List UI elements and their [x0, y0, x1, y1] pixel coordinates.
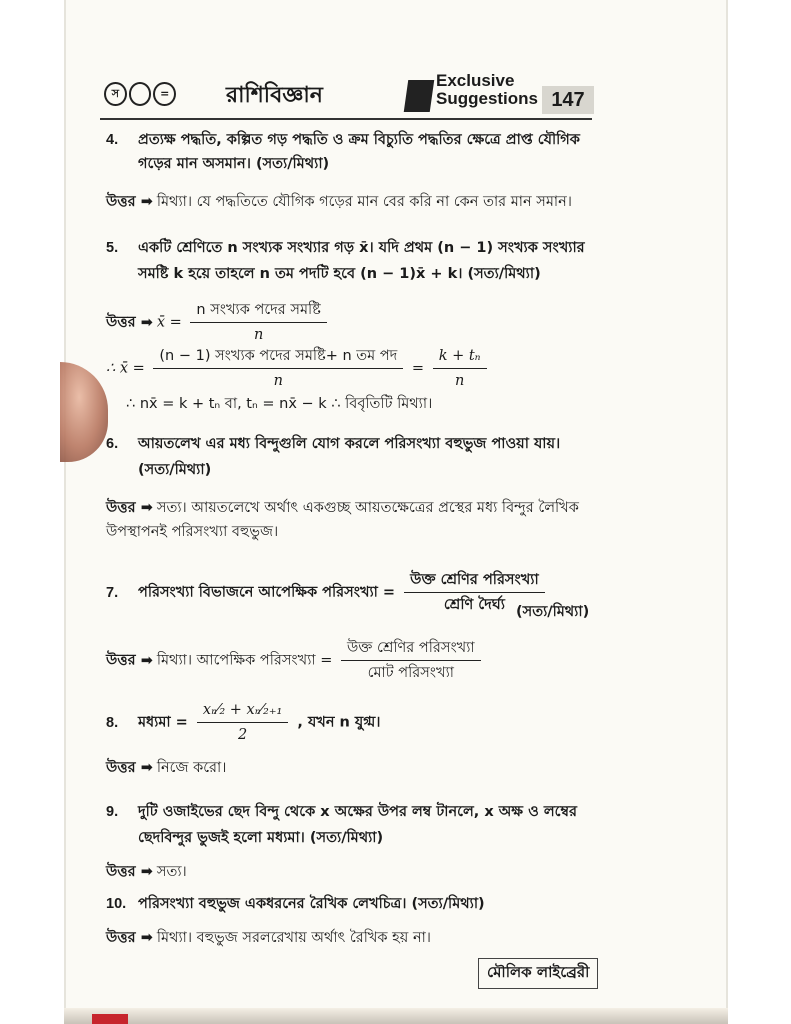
q5-eq2-fraction — [153, 346, 403, 391]
q10-answer-text: মিথ্যা। বহুভুজ সরলরেখায় অর্থাৎ রৈখিক হয় না। — [156, 930, 431, 946]
q5-eq2-denominator: n — [273, 373, 284, 389]
q7-answer-fraction — [341, 638, 481, 683]
q9-text1: দুটি ওজাইভের ছেদ বিন্দু থেকে x অক্ষের উপর লম্ব টানলে, x অক্ষ ও লম্বের — [138, 804, 577, 820]
logo-circle-1: স — [104, 82, 127, 106]
q8-answer-label: উত্তর — [106, 760, 136, 776]
publisher-name: মৌলিক লাইব্রেরী — [478, 958, 598, 989]
q7-answer-denominator: মোট পরিসংখ্যা — [367, 665, 454, 681]
arrow-icon: ➡ — [135, 194, 153, 210]
q9-answer — [106, 862, 187, 882]
q5-eq2-fraction2 — [433, 346, 487, 391]
q5-eq3: ∴ nx̄ = k + tₙ বা, tₙ = nx̄ − k ∴ বিবৃতিটি মিথ্যা। — [126, 396, 433, 412]
q8-denominator: 2 — [238, 727, 248, 743]
arrow-icon: ➡ — [135, 864, 153, 880]
q7-true-false: (সত্য/মিথ্যা) — [516, 604, 590, 620]
q8-answer-text: নিজে করো। — [156, 760, 227, 776]
q8-lhs: মধ্যমা = — [138, 714, 188, 731]
q5-eq1-denominator: n — [253, 327, 264, 343]
q5-answer-label: উত্তর — [106, 314, 136, 331]
q6-line2: (সত্য/মিথ্যা) — [138, 462, 212, 478]
q4-answer-label: উত্তর — [106, 194, 136, 210]
exclusive-text: Exclusive — [436, 71, 515, 90]
q8-numerator: xₙ⁄₂ + xₙ⁄₂₊₁ — [197, 700, 288, 723]
arrow-icon: ➡ — [135, 314, 153, 331]
q10-answer-label: উত্তর — [106, 930, 136, 946]
q5-eq2-equals: = — [411, 360, 425, 377]
logo-circle-3: = — [153, 82, 176, 106]
q4-text1: প্রত্যক্ষ পদ্ধতি, কল্পিত গড় পদ্ধতি ও ক্রম বিচ্যুতি পদ্ধতির ক্ষেত্রে প্রাপ্ত যৌগিক — [138, 132, 580, 148]
q8-answer — [106, 758, 226, 778]
q8-number: 8. — [106, 714, 119, 731]
q7-text1: পরিসংখ্যা বিভাজনে আপেক্ষিক পরিসংখ্যা = — [138, 584, 396, 601]
q7-denominator: শ্রেণি দৈর্ঘ্য — [443, 597, 505, 613]
q7-number: 7. — [106, 584, 119, 601]
q5-eq1-lhs: x̄ = — [156, 314, 182, 331]
q6-answer-label: উত্তর — [106, 500, 136, 516]
q10-text1: পরিসংখ্যা বহুভুজ একধরনের রৈখিক লেখচিত্র। (সত্য/মিথ্যা) — [138, 896, 485, 912]
q4-number: 4. — [106, 132, 119, 148]
q6-line1 — [106, 434, 560, 454]
series-logo-icon — [104, 80, 176, 108]
q4-line2: গড়ের মান অসমান। (সত্য/মিথ্যা) — [138, 156, 330, 172]
q9-answer-text: সত্য। — [156, 864, 187, 880]
header-divider — [100, 118, 592, 120]
chapter-title: রাশিবিজ্ঞান — [226, 83, 323, 108]
q4-answer — [106, 192, 572, 212]
q5-line2: সমষ্টি k হয়ে তাহলে n তম পদটি হবে (n − 1)x̄ + k। (সত্য/মিথ্যা) — [138, 266, 541, 282]
q9-answer-label: উত্তর — [106, 864, 136, 880]
q7-answer-label: উত্তর — [106, 652, 136, 669]
q6-answer-line2: উপস্থাপনই পরিসংখ্যা বহুভুজ। — [106, 524, 279, 540]
arrow-icon: ➡ — [135, 500, 153, 516]
q8-fraction — [197, 700, 288, 745]
exclusive-suggestions — [436, 72, 538, 108]
q5-text1: একটি শ্রেণিতে n সংখ্যক সংখ্যার গড় x̄। যদি প্রথম (n − 1) সংখ্যক সংখ্যার — [138, 240, 585, 256]
q5-eq2-numerator: (n − 1) সংখ্যক পদের সমষ্টি+ n তম পদ — [153, 346, 403, 369]
q8-rhs: , যখন n যুগ্ম। — [297, 714, 381, 731]
page-number: 147 — [542, 86, 594, 114]
q5-eq1-fraction — [190, 300, 326, 345]
q6-answer-text1: সত্য। আয়তলেখে অর্থাৎ একগুচ্ছ আয়তক্ষেত্রের প্রস্থের মধ্য বিন্দুর লৈখিক — [156, 500, 579, 516]
q5-eq2 — [106, 346, 491, 391]
red-mark — [92, 1014, 128, 1024]
arrow-icon: ➡ — [135, 760, 153, 776]
q9-line2: ছেদবিন্দুর ভুজই হলো মধ্যমা। (সত্য/মিথ্যা) — [138, 830, 384, 846]
q6-answer — [106, 498, 579, 518]
q6-text1: আয়তলেখ এর মধ্য বিন্দুগুলি যোগ করলে পরিসংখ্যা বহুভুজ পাওয়া যায়। — [138, 436, 561, 452]
logo-circle-2 — [129, 82, 152, 106]
q10-number: 10. — [106, 896, 127, 912]
q5-line1 — [106, 238, 585, 258]
q5-eq2-denominator2: n — [454, 373, 465, 389]
q7-answer-numerator: উক্ত শ্রেণির পরিসংখ্যা — [341, 638, 481, 661]
page-header — [100, 70, 600, 118]
q7-numerator: উক্ত শ্রেণির পরিসংখ্যা — [404, 570, 545, 593]
q4-answer-text: মিথ্যা। যে পদ্ধতিতে যৌগিক গড়ের মান বের করি না কেন তার মান সমান। — [156, 194, 572, 210]
page-bottom-edge — [64, 1008, 728, 1024]
q8-line — [106, 700, 380, 745]
q7-answer — [106, 638, 485, 683]
q5-eq1 — [106, 300, 331, 345]
arrow-icon: ➡ — [135, 652, 153, 669]
q5-eq1-numerator: n সংখ্যক পদের সমষ্টি — [190, 300, 326, 323]
q5-eq2-lhs: ∴ x̄ = — [106, 360, 145, 377]
q10-line1 — [106, 894, 485, 914]
arrow-icon: ➡ — [135, 930, 153, 946]
q9-line1 — [106, 802, 577, 822]
q5-number: 5. — [106, 240, 119, 256]
q9-number: 9. — [106, 804, 119, 820]
q7-line1 — [106, 570, 549, 615]
q4-line1 — [106, 130, 580, 150]
publisher-badge-icon — [404, 80, 434, 112]
suggestions-text: Suggestions — [436, 89, 539, 108]
q7-answer-lhs: মিথ্যা। আপেক্ষিক পরিসংখ্যা = — [156, 652, 333, 669]
q6-number: 6. — [106, 436, 119, 452]
q5-eq2-numerator2: k + tₙ — [433, 346, 487, 369]
q10-answer — [106, 928, 431, 948]
